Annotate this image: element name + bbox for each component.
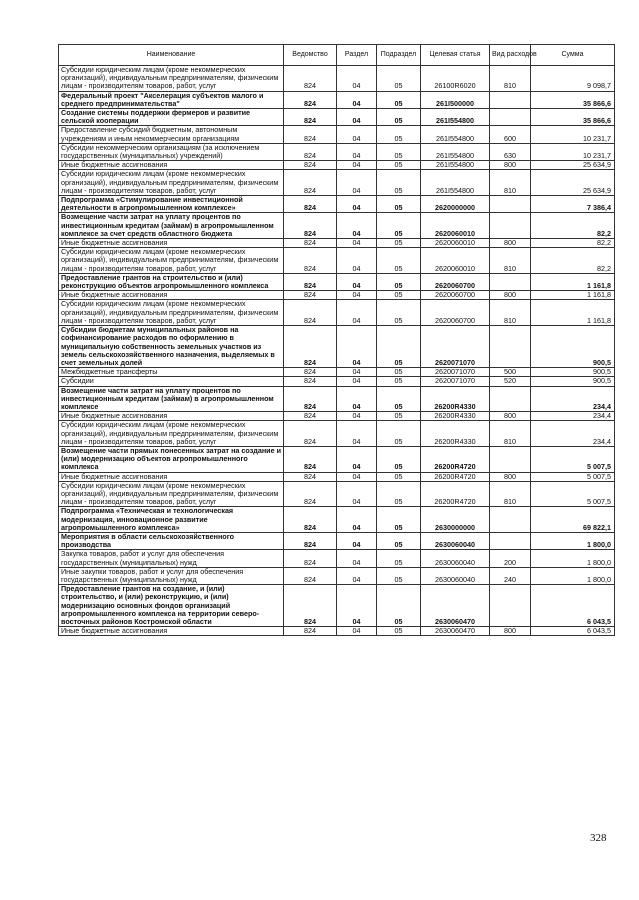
cell-exp	[490, 507, 531, 533]
table-row	[59, 507, 615, 533]
cell-sum: 1 800,0	[531, 550, 615, 567]
cell-sum: 10 231,7	[531, 143, 615, 160]
cell-target: 2620060010	[421, 248, 490, 274]
table-row	[59, 550, 615, 567]
table-row	[59, 109, 615, 126]
cell-dept: 824	[284, 585, 337, 627]
cell-name: Субсидии юридическим лицам (кроме некоммерческих организаций), индивидуальным предпринимателям, физическим лицам - производителям товаров, работ, услуг	[59, 170, 284, 196]
cell-sub: 05	[377, 386, 421, 412]
cell-target: 26200R4330	[421, 412, 490, 421]
header-name: Наименование	[59, 45, 284, 66]
table-row	[59, 248, 615, 274]
cell-dept: 824	[284, 66, 337, 92]
cell-name: Субсидии некоммерческим организациям (за исключением государственных (муниципальных) учреждений)	[59, 143, 284, 160]
cell-sec: 04	[337, 291, 377, 300]
cell-sub: 05	[377, 507, 421, 533]
cell-dept: 824	[284, 126, 337, 143]
table-row	[59, 386, 615, 412]
cell-dept: 824	[284, 421, 337, 447]
cell-sub: 05	[377, 91, 421, 108]
cell-sec: 04	[337, 532, 377, 549]
cell-sub: 05	[377, 421, 421, 447]
cell-name: Субсидии	[59, 377, 284, 386]
cell-exp: 810	[490, 421, 531, 447]
cell-target: 2630060040	[421, 550, 490, 567]
cell-target: 2620060700	[421, 273, 490, 290]
cell-exp	[490, 326, 531, 368]
cell-sec: 04	[337, 446, 377, 472]
cell-sub: 05	[377, 291, 421, 300]
cell-sub: 05	[377, 239, 421, 248]
cell-dept: 824	[284, 472, 337, 481]
cell-exp	[490, 109, 531, 126]
cell-exp: 800	[490, 291, 531, 300]
cell-sec: 04	[337, 481, 377, 507]
budget-table-page	[58, 44, 614, 636]
cell-name: Подпрограмма «Стимулирование инвестиционной деятельности в агропромышленном комплексе»	[59, 196, 284, 213]
cell-target: 2630060040	[421, 532, 490, 549]
table-row	[59, 326, 615, 368]
cell-dept: 824	[284, 109, 337, 126]
table-row	[59, 126, 615, 143]
table-row	[59, 481, 615, 507]
table-header-row	[59, 45, 615, 66]
cell-sec: 04	[337, 161, 377, 170]
cell-exp: 800	[490, 412, 531, 421]
cell-name: Иные бюджетные ассигнования	[59, 161, 284, 170]
header-subsection: Подраздел	[377, 45, 421, 66]
cell-dept: 824	[284, 161, 337, 170]
table-row	[59, 472, 615, 481]
cell-sum: 5 007,5	[531, 481, 615, 507]
cell-exp	[490, 196, 531, 213]
cell-name: Возмещение части затрат на уплату процентов по инвестиционным кредитам (займам) в агропромышленном комплексе	[59, 386, 284, 412]
cell-name: Субсидии юридическим лицам (кроме некоммерческих организаций), индивидуальным предпринимателям, физическим лицам - производителям товаров, работ, услуг	[59, 248, 284, 274]
cell-target: 261I500000	[421, 91, 490, 108]
cell-sub: 05	[377, 550, 421, 567]
cell-target: 2620060700	[421, 300, 490, 326]
cell-sub: 05	[377, 377, 421, 386]
cell-name: Межбюджетные трансферты	[59, 368, 284, 377]
cell-sec: 04	[337, 377, 377, 386]
cell-sum: 69 822,1	[531, 507, 615, 533]
cell-target: 2620071070	[421, 326, 490, 368]
cell-exp: 810	[490, 248, 531, 274]
cell-exp	[490, 213, 531, 239]
cell-sum: 7 386,4	[531, 196, 615, 213]
cell-exp: 520	[490, 377, 531, 386]
table-row	[59, 273, 615, 290]
cell-sec: 04	[337, 66, 377, 92]
cell-sub: 05	[377, 567, 421, 584]
cell-dept: 824	[284, 326, 337, 368]
cell-exp	[490, 532, 531, 549]
cell-sum: 25 634,9	[531, 161, 615, 170]
cell-sub: 05	[377, 300, 421, 326]
cell-exp	[490, 585, 531, 627]
cell-dept: 824	[284, 377, 337, 386]
cell-sub: 05	[377, 161, 421, 170]
cell-target: 261I554800	[421, 170, 490, 196]
cell-sec: 04	[337, 239, 377, 248]
cell-dept: 824	[284, 386, 337, 412]
header-section: Раздел	[337, 45, 377, 66]
table-row	[59, 143, 615, 160]
cell-dept: 824	[284, 507, 337, 533]
cell-name: Субсидии юридическим лицам (кроме некоммерческих организаций), индивидуальным предпринимателям, физическим лицам - производителям товаров, работ, услуг	[59, 66, 284, 92]
table-row	[59, 91, 615, 108]
header-target: Целевая статья	[421, 45, 490, 66]
cell-name: Мероприятия в области сельскохозяйственного производства	[59, 532, 284, 549]
cell-name: Возмещение части прямых понесенных затрат на создание и (или) модернизацию объектов агропромышленного комплекса	[59, 446, 284, 472]
cell-name: Субсидии юридическим лицам (кроме некоммерческих организаций), индивидуальным предпринимателям, физическим лицам - производителям товаров, работ, услуг	[59, 481, 284, 507]
cell-dept: 824	[284, 412, 337, 421]
cell-exp: 500	[490, 368, 531, 377]
cell-sum: 82,2	[531, 239, 615, 248]
cell-name: Иные бюджетные ассигнования	[59, 627, 284, 636]
cell-sec: 04	[337, 143, 377, 160]
cell-sec: 04	[337, 567, 377, 584]
cell-sub: 05	[377, 326, 421, 368]
cell-sub: 05	[377, 196, 421, 213]
cell-target: 261I554800	[421, 126, 490, 143]
cell-exp: 600	[490, 126, 531, 143]
cell-sum: 82,2	[531, 248, 615, 274]
cell-target: 2620071070	[421, 377, 490, 386]
cell-sub: 05	[377, 66, 421, 92]
table-row	[59, 627, 615, 636]
header-expense-type: Вид расходов	[490, 45, 531, 66]
cell-dept: 824	[284, 291, 337, 300]
cell-name: Иные бюджетные ассигнования	[59, 472, 284, 481]
cell-exp: 810	[490, 481, 531, 507]
cell-sum: 10 231,7	[531, 126, 615, 143]
cell-dept: 824	[284, 368, 337, 377]
cell-name: Иные закупки товаров, работ и услуг для обеспечения государственных (муниципальных) нужд	[59, 567, 284, 584]
cell-sub: 05	[377, 170, 421, 196]
cell-sub: 05	[377, 368, 421, 377]
cell-sec: 04	[337, 412, 377, 421]
cell-sec: 04	[337, 386, 377, 412]
cell-sum: 25 634,9	[531, 170, 615, 196]
cell-dept: 824	[284, 300, 337, 326]
cell-sec: 04	[337, 507, 377, 533]
cell-exp: 200	[490, 550, 531, 567]
cell-sub: 05	[377, 472, 421, 481]
cell-dept: 824	[284, 446, 337, 472]
cell-sub: 05	[377, 213, 421, 239]
cell-dept: 824	[284, 627, 337, 636]
cell-name: Иные бюджетные ассигнования	[59, 239, 284, 248]
cell-target: 26200R4330	[421, 421, 490, 447]
table-row	[59, 446, 615, 472]
cell-exp: 810	[490, 300, 531, 326]
cell-sec: 04	[337, 213, 377, 239]
cell-target: 2620060010	[421, 213, 490, 239]
cell-name: Возмещение части затрат на уплату процентов по инвестиционным кредитам (займам) в агропромышленном комплексе за счет средств областного бюджета	[59, 213, 284, 239]
cell-sum: 1 800,0	[531, 567, 615, 584]
cell-target: 261I554800	[421, 161, 490, 170]
cell-target: 2620060700	[421, 291, 490, 300]
cell-name: Субсидии бюджетам муниципальных районов на софинансирование расходов по оформлению в муниципальную собственность земельных участков из земель сельскохозяйственного назначения, выделяемых в счет земельных долей	[59, 326, 284, 368]
cell-dept: 824	[284, 239, 337, 248]
cell-exp: 800	[490, 239, 531, 248]
cell-dept: 824	[284, 143, 337, 160]
cell-target: 26200R4720	[421, 472, 490, 481]
cell-name: Закупка товаров, работ и услуг для обеспечения государственных (муниципальных) нужд	[59, 550, 284, 567]
cell-sub: 05	[377, 446, 421, 472]
table-body	[59, 66, 615, 636]
table-row	[59, 368, 615, 377]
cell-sub: 05	[377, 585, 421, 627]
cell-sum: 900,5	[531, 377, 615, 386]
cell-target: 2630000000	[421, 507, 490, 533]
cell-exp: 240	[490, 567, 531, 584]
cell-sum: 6 043,5	[531, 627, 615, 636]
cell-sec: 04	[337, 196, 377, 213]
cell-name: Предоставление грантов на создание, и (или) строительство, и (или) реконструкцию, и (или) модернизацию основных фондов организаций агропромышленного комплекса на территории северо-восточных районов Костромской области	[59, 585, 284, 627]
cell-sec: 04	[337, 109, 377, 126]
cell-target: 2620071070	[421, 368, 490, 377]
cell-sec: 04	[337, 585, 377, 627]
cell-sum: 900,5	[531, 326, 615, 368]
cell-name: Иные бюджетные ассигнования	[59, 412, 284, 421]
cell-sum: 5 007,5	[531, 446, 615, 472]
cell-sum: 234,4	[531, 386, 615, 412]
cell-exp: 800	[490, 627, 531, 636]
cell-name: Субсидии юридическим лицам (кроме некоммерческих организаций), индивидуальным предпринимателям, физическим лицам - производителям товаров, работ, услуг	[59, 421, 284, 447]
cell-dept: 824	[284, 196, 337, 213]
cell-sum: 6 043,5	[531, 585, 615, 627]
cell-sub: 05	[377, 273, 421, 290]
cell-sum: 234,4	[531, 421, 615, 447]
cell-sec: 04	[337, 170, 377, 196]
cell-sec: 04	[337, 273, 377, 290]
cell-name: Иные бюджетные ассигнования	[59, 291, 284, 300]
cell-sub: 05	[377, 481, 421, 507]
cell-sec: 04	[337, 326, 377, 368]
cell-dept: 824	[284, 248, 337, 274]
table-row	[59, 170, 615, 196]
cell-target: 2630060470	[421, 585, 490, 627]
cell-exp	[490, 91, 531, 108]
cell-dept: 824	[284, 91, 337, 108]
cell-target: 26100R6020	[421, 66, 490, 92]
table-row	[59, 532, 615, 549]
budget-table	[58, 44, 615, 636]
table-row	[59, 196, 615, 213]
table-row	[59, 66, 615, 92]
table-row	[59, 567, 615, 584]
cell-exp: 810	[490, 66, 531, 92]
cell-sum: 1 800,0	[531, 532, 615, 549]
cell-name: Подпрограмма «Техническая и технологическая модернизация, инновационное развитие агропромышленного комплекса»	[59, 507, 284, 533]
cell-sub: 05	[377, 109, 421, 126]
cell-sub: 05	[377, 143, 421, 160]
cell-target: 26200R4720	[421, 481, 490, 507]
cell-exp	[490, 386, 531, 412]
cell-sec: 04	[337, 550, 377, 567]
cell-sum: 1 161,8	[531, 291, 615, 300]
table-row	[59, 300, 615, 326]
cell-target: 2620060010	[421, 239, 490, 248]
table-row	[59, 421, 615, 447]
cell-dept: 824	[284, 550, 337, 567]
cell-name: Субсидии юридическим лицам (кроме некоммерческих организаций), индивидуальным предпринимателям, физическим лицам - производителям товаров, работ, услуг	[59, 300, 284, 326]
cell-sec: 04	[337, 300, 377, 326]
cell-name: Предоставление грантов на строительство и (или) реконструкцию объектов агропромышленного комплекса	[59, 273, 284, 290]
cell-dept: 824	[284, 567, 337, 584]
cell-name: Федеральный проект "Акселерация субъектов малого и среднего предпринимательства"	[59, 91, 284, 108]
cell-sec: 04	[337, 472, 377, 481]
cell-exp	[490, 273, 531, 290]
cell-exp: 810	[490, 170, 531, 196]
cell-sec: 04	[337, 91, 377, 108]
cell-exp: 800	[490, 161, 531, 170]
table-row	[59, 213, 615, 239]
table-row	[59, 585, 615, 627]
table-row	[59, 377, 615, 386]
cell-sum: 1 161,8	[531, 300, 615, 326]
cell-exp: 800	[490, 472, 531, 481]
cell-sub: 05	[377, 248, 421, 274]
cell-name: Предоставление субсидий бюджетным, автономным учреждениям и иным некоммерческим организациям	[59, 126, 284, 143]
cell-dept: 824	[284, 170, 337, 196]
cell-sec: 04	[337, 126, 377, 143]
cell-sum: 1 161,8	[531, 273, 615, 290]
cell-sec: 04	[337, 368, 377, 377]
cell-sub: 05	[377, 627, 421, 636]
cell-sec: 04	[337, 627, 377, 636]
cell-sum: 5 007,5	[531, 472, 615, 481]
cell-sec: 04	[337, 421, 377, 447]
cell-sub: 05	[377, 412, 421, 421]
cell-target: 26200R4720	[421, 446, 490, 472]
cell-exp: 630	[490, 143, 531, 160]
cell-sum: 82,2	[531, 213, 615, 239]
cell-name: Создание системы поддержки фермеров и развитие сельской кооперации	[59, 109, 284, 126]
cell-target: 261I554800	[421, 109, 490, 126]
cell-target: 2620000000	[421, 196, 490, 213]
cell-sub: 05	[377, 532, 421, 549]
page-number: 328	[590, 832, 607, 844]
cell-target: 261I554800	[421, 143, 490, 160]
cell-sum: 900,5	[531, 368, 615, 377]
cell-target: 2630060040	[421, 567, 490, 584]
cell-sum: 35 866,6	[531, 91, 615, 108]
cell-target: 26200R4330	[421, 386, 490, 412]
cell-sub: 05	[377, 126, 421, 143]
header-dept: Ведомство	[284, 45, 337, 66]
cell-dept: 824	[284, 273, 337, 290]
cell-target: 2630060470	[421, 627, 490, 636]
cell-dept: 824	[284, 481, 337, 507]
header-sum: Сумма	[531, 45, 615, 66]
cell-sum: 234,4	[531, 412, 615, 421]
cell-sec: 04	[337, 248, 377, 274]
cell-sum: 35 866,6	[531, 109, 615, 126]
cell-dept: 824	[284, 213, 337, 239]
cell-sum: 9 098,7	[531, 66, 615, 92]
cell-exp	[490, 446, 531, 472]
cell-dept: 824	[284, 532, 337, 549]
